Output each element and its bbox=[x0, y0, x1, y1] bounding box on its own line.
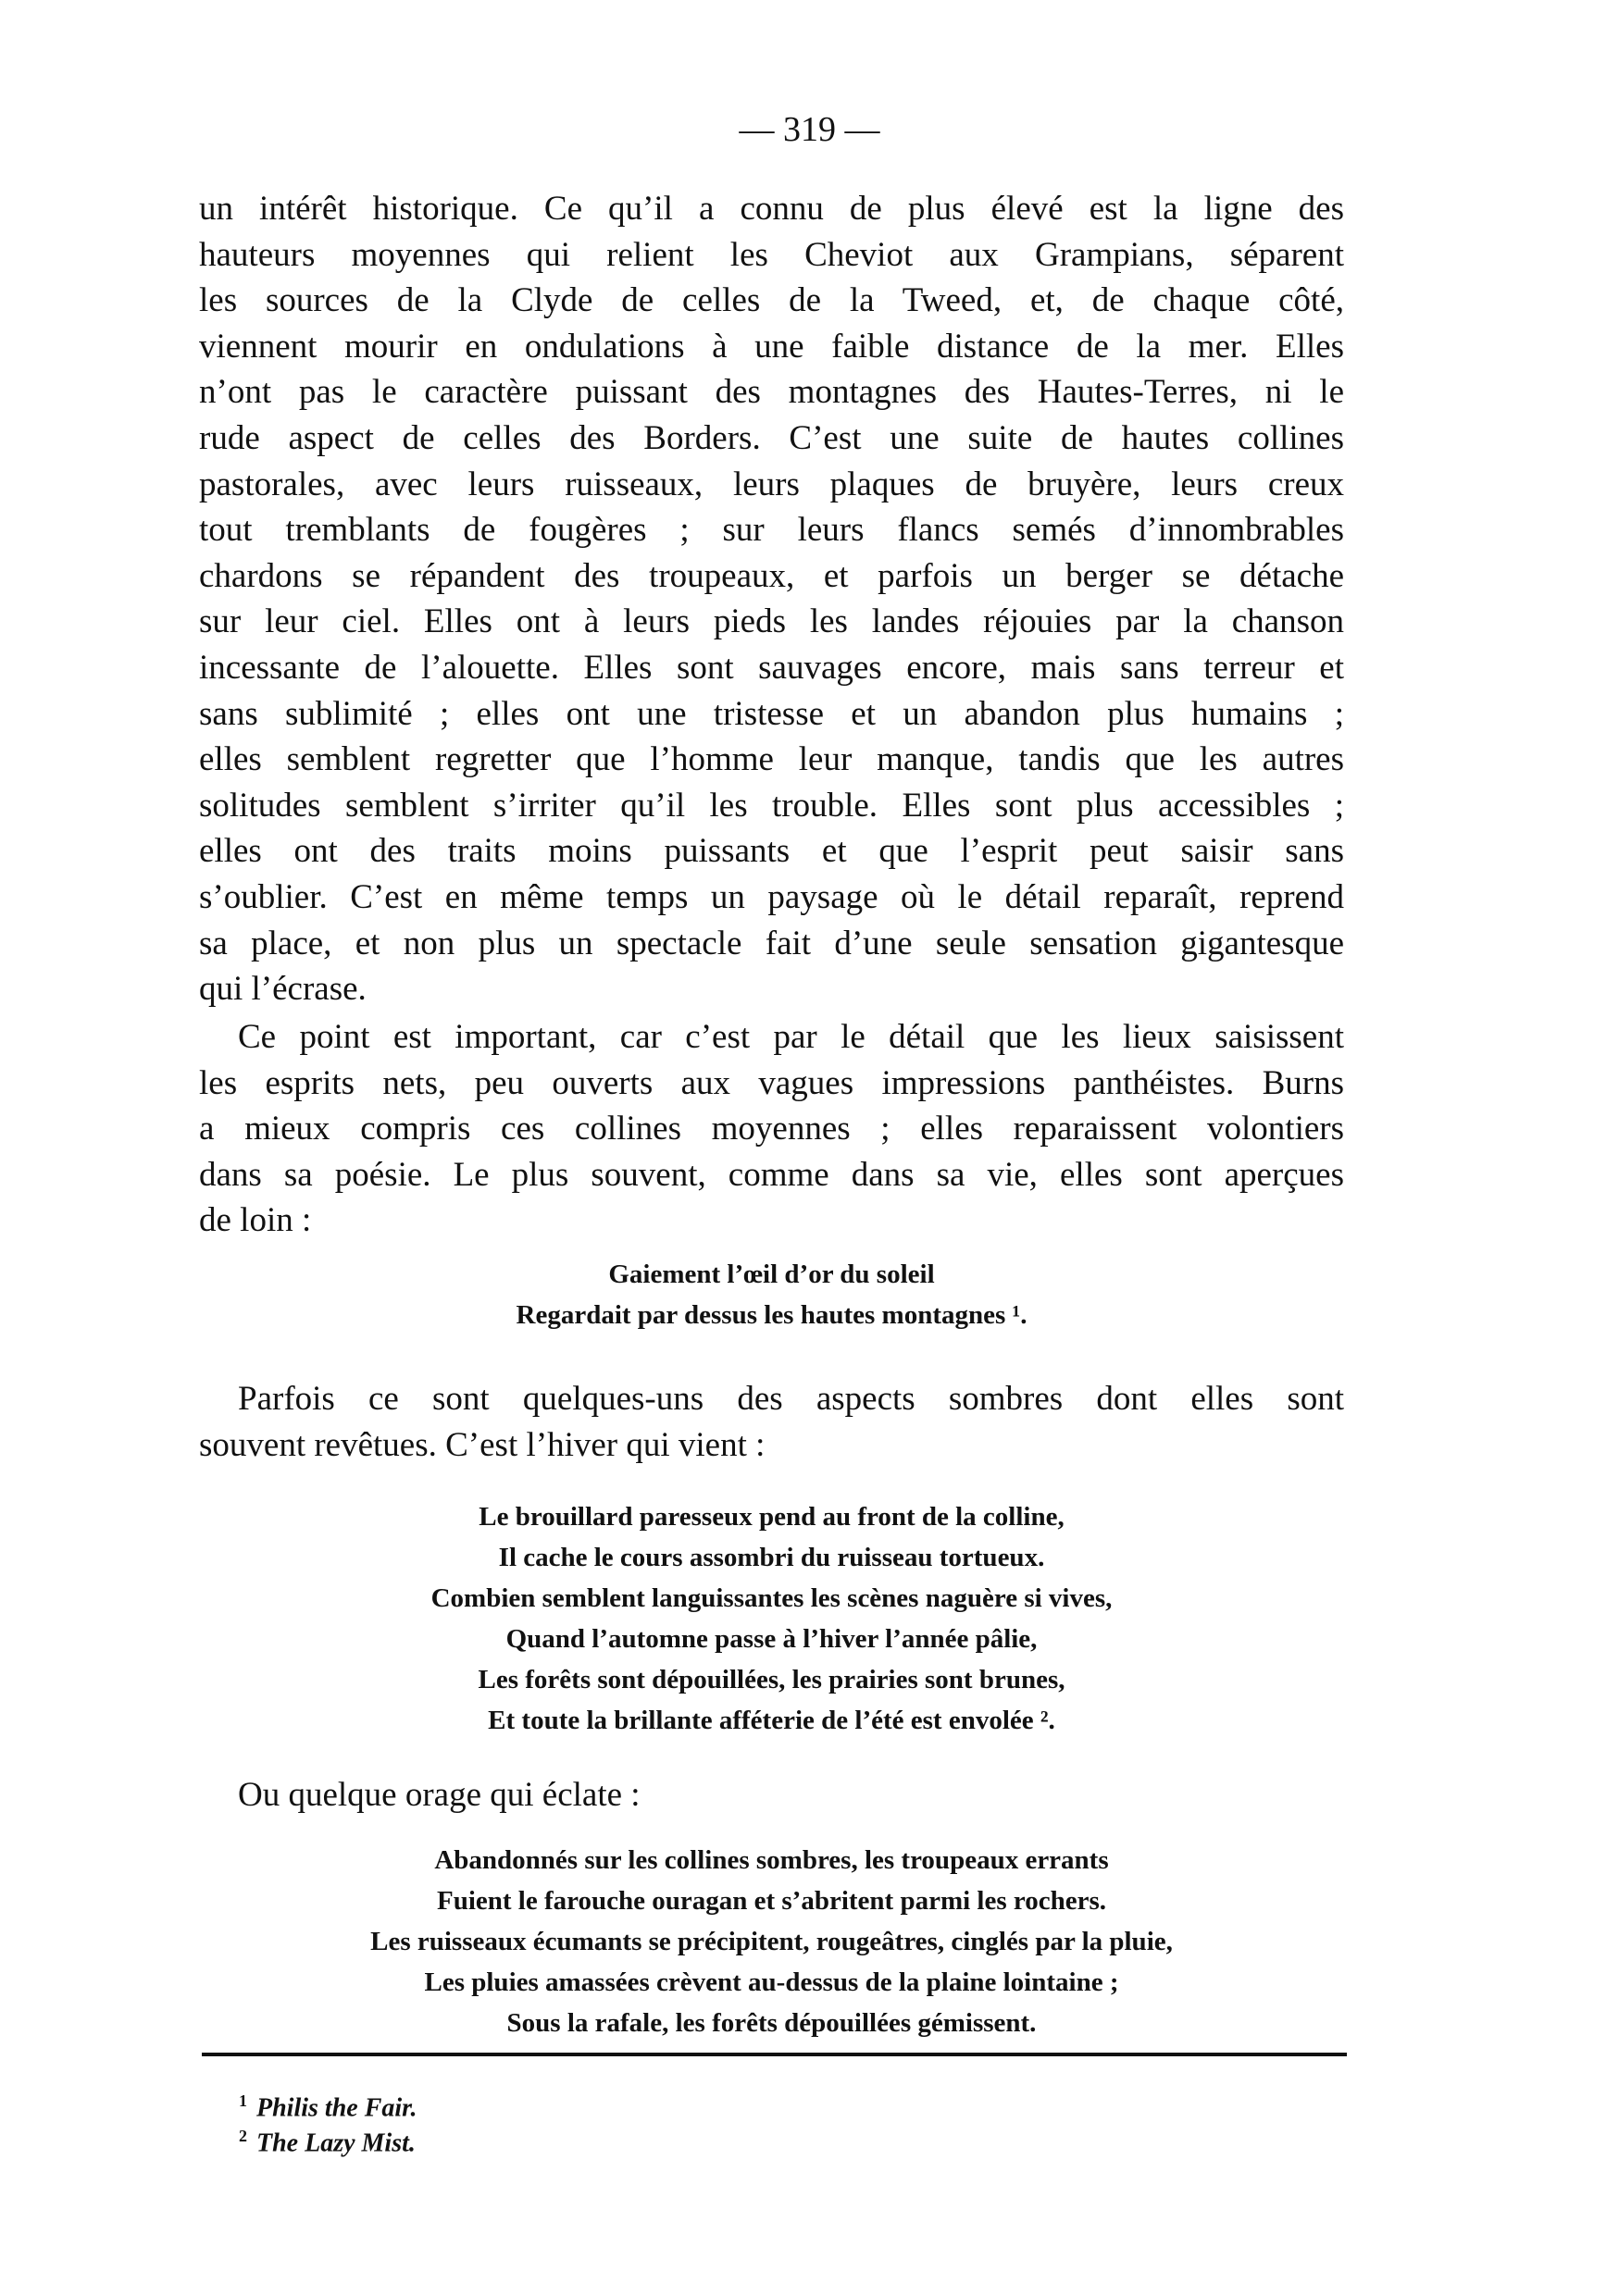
text-line: un intérêt historique. Ce qu’il a connu de plus élevé est la ligne des bbox=[199, 190, 1344, 228]
footnote-divider bbox=[202, 2053, 1347, 2056]
verse-2 bbox=[199, 1496, 1344, 1741]
paragraph-2 bbox=[199, 1014, 1344, 1244]
text-line: tout tremblants de fougères ; sur leurs flancs semés d’innombrables bbox=[199, 511, 1344, 550]
text-line: s’oublier. C’est en même temps un paysage où le détail reparaît, reprend bbox=[199, 877, 1344, 916]
text-line: qui l’écrase. bbox=[199, 970, 367, 1009]
text-line: elles semblent regretter que l’homme leur manque, tandis que les autres bbox=[199, 740, 1344, 779]
text-line: les esprits nets, peu ouverts aux vagues impressions panthéistes. Burns bbox=[199, 1063, 1344, 1102]
text-line: elles ont des traits moins puissants et que l’esprit peut saisir sans bbox=[199, 832, 1344, 871]
text-line: Ce point est important, car c’est par le détail que les lieux saisissent bbox=[238, 1018, 1344, 1056]
footnote-number: 2 bbox=[239, 2127, 247, 2145]
text-line: a mieux compris ces collines moyennes ; elles reparaissent volontiers bbox=[199, 1110, 1344, 1148]
text-line: sa place, et non plus un spectacle fait d’une seule sensation gigantesque bbox=[199, 924, 1344, 962]
verse-line: Les forêts sont dépouillées, les prairies sont brunes, bbox=[478, 1665, 1065, 1694]
verse-line: Les ruisseaux écumants se précipitent, rougeâtres, cinglés par la pluie, bbox=[370, 1927, 1173, 1956]
verse-line: Gaiement l’œil d’or du soleil bbox=[608, 1260, 935, 1289]
text-line: souvent revêtues. C’est l’hiver qui vient : bbox=[199, 1425, 766, 1464]
verse-line: Les pluies amassées crèvent au-dessus de la plaine lointaine ; bbox=[424, 1967, 1119, 1997]
verse-line: Quand l’automne passe à l’hiver l’année pâlie, bbox=[505, 1624, 1038, 1654]
verse-line: Fuient le farouche ouragan et s’abritent parmi les rochers. bbox=[436, 1886, 1107, 1916]
footnote-1 bbox=[239, 2091, 417, 2123]
footnote-text: Philis the Fair. bbox=[256, 2093, 417, 2123]
text-line: hauteurs moyennes qui relient les Cheviot aux Grampians, séparent bbox=[199, 235, 1344, 274]
text-line: de loin : bbox=[199, 1201, 312, 1240]
paragraph-4 bbox=[199, 1772, 1344, 1818]
verse-line: Il cache le cours assombri du ruisseau tortueux. bbox=[498, 1543, 1045, 1572]
text-line: dans sa poésie. Le plus souvent, comme dans sa vie, elles sont aperçues bbox=[199, 1155, 1344, 1194]
paragraph-3 bbox=[199, 1376, 1344, 1468]
verse-line: Et toute la brillante afféterie de l’été est envolée ². bbox=[488, 1706, 1055, 1735]
text-line: les sources de la Clyde de celles de la Tweed, et, de chaque côté, bbox=[199, 281, 1344, 320]
footnote-text: The Lazy Mist. bbox=[256, 2128, 416, 2158]
verse-line: Regardait par dessus les hautes montagnes ¹. bbox=[516, 1300, 1027, 1330]
text-line: sur leur ciel. Elles ont à leurs pieds les landes réjouies par la chanson bbox=[199, 602, 1344, 641]
text-line: viennent mourir en ondulations à une faible distance de la mer. Elles bbox=[199, 327, 1344, 366]
text-line: solitudes semblent s’irriter qu’il les trouble. Elles sont plus accessibles ; bbox=[199, 786, 1344, 825]
text-line: n’ont pas le caractère puissant des montagnes des Hautes-Terres, ni le bbox=[199, 373, 1344, 412]
text-line: Parfois ce sont quelques-uns des aspects sombres dont elles sont bbox=[238, 1380, 1344, 1418]
text-line: pastorales, avec leurs ruisseaux, leurs plaques de bruyère, leurs creux bbox=[199, 465, 1344, 503]
verse-line: Le brouillard paresseux pend au front de la colline, bbox=[479, 1502, 1065, 1532]
verse-line: Combien semblent languissantes les scènes naguère si vives, bbox=[430, 1583, 1113, 1613]
text-line: chardons se répandent des troupeaux, et parfois un berger se détache bbox=[199, 556, 1344, 595]
verse-1 bbox=[199, 1254, 1344, 1335]
text-line: incessante de l’alouette. Elles sont sauvages encore, mais sans terreur et bbox=[199, 648, 1344, 687]
paragraph-1 bbox=[199, 186, 1344, 1012]
verse-line: Sous la rafale, les forêts dépouillées gémissent. bbox=[506, 2008, 1037, 2038]
verse-line: Abandonnés sur les collines sombres, les troupeaux errants bbox=[434, 1845, 1109, 1875]
text-line: rude aspect de celles des Borders. C’est une suite de hautes collines bbox=[199, 418, 1344, 457]
footnote-number: 1 bbox=[239, 2091, 247, 2110]
footnote-2 bbox=[239, 2127, 416, 2158]
verse-3 bbox=[199, 1840, 1344, 2043]
text-line: Ou quelque orage qui éclate : bbox=[238, 1776, 641, 1814]
text-line: sans sublimité ; elles ont une tristesse et un abandon plus humains ; bbox=[199, 694, 1344, 733]
page-number: — 319 — bbox=[739, 110, 880, 149]
